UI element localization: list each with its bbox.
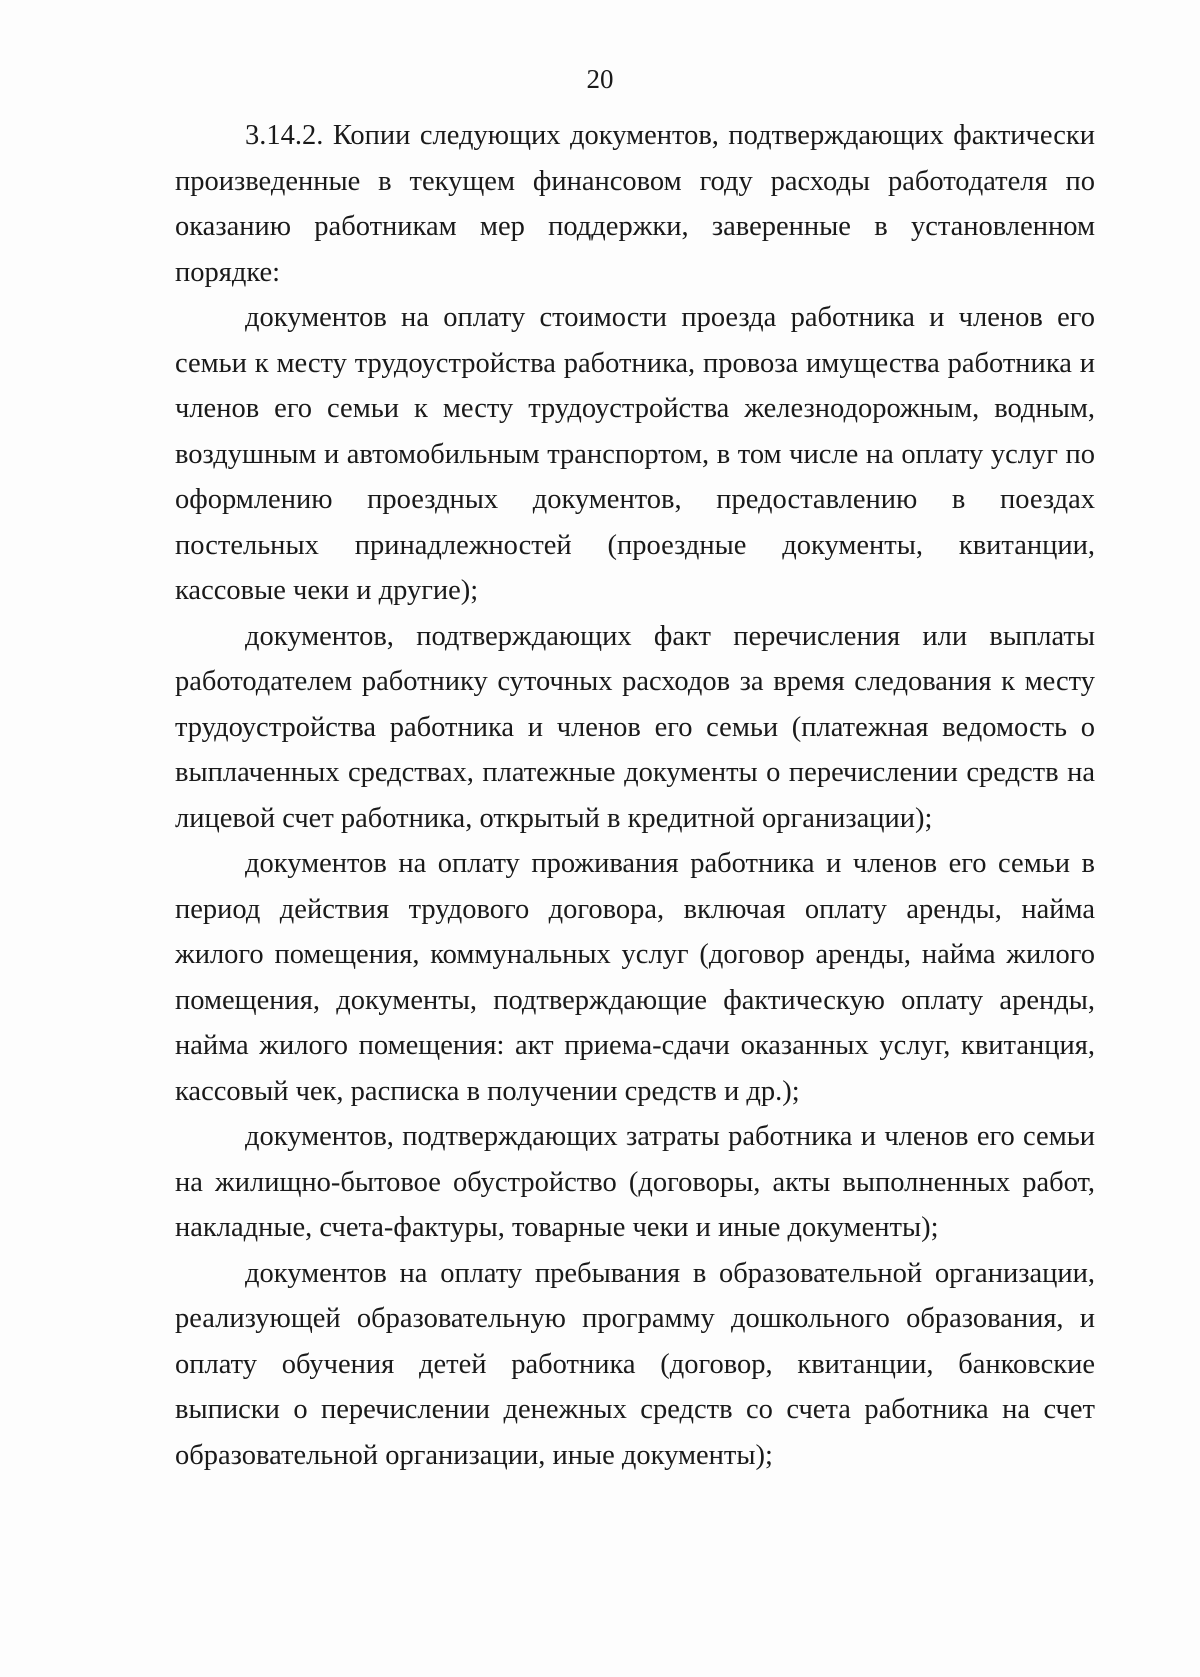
paragraph-3-14-2: 3.14.2. Копии следующих документов, подтверждающих фактически произведенные в текущем финансовом году расходы работодателя по оказанию работникам мер поддержки, заверенные в установленном порядке:	[175, 120, 1095, 288]
paragraph-household-setup: документов, подтверждающих затраты работника и членов его семьи на жилищно-бытовое обустройство (договоры, акты выполненных работ, накладные, счета-фактуры, товарные чеки и иные документы);	[175, 1121, 1095, 1243]
paragraph-accommodation: документов на оплату проживания работника и членов его семьи в период действия трудового договора, включая оплату аренды, найма жилого помещения, коммунальных услуг (договор аренды, найма жилого помещения, документы, подтверждающие фактическую оплату аренды, найма жилого помещения: акт приема-сдачи оказанных услуг, квитанция, кассовый чек, расписка в получении средств и др.);	[175, 848, 1095, 1107]
page-number: 20	[586, 64, 614, 94]
document-body	[175, 113, 1095, 1478]
paragraph-education: документов на оплату пребывания в образовательной организации, реализующей образовательную программу дошкольного образования, и оплату обучения детей работника (договор, квитанции, банковские выписки о перечислении денежных средств со счета работника на счет образовательной организации, иные документы);	[175, 1257, 1095, 1471]
paragraph-daily-allowance: документов, подтверждающих факт перечисления или выплаты работодателем работнику суточных расходов за время следования к месту трудоустройства работника и членов его семьи (платежная ведомость о выплаченных средствах, платежные документы о перечислении средств на лицевой счет работника, открытый в кредитной организации);	[175, 620, 1095, 834]
paragraph-travel-documents: документов на оплату стоимости проезда работника и членов его семьи к месту трудоустройства работника, провоза имущества работника и членов его семьи к месту трудоустройства железнодорожным, водным, воздушным и автомобильным транспортом, в том числе на оплату услуг по оформлению проездных документов, предоставлению в поездах постельных принадлежностей (проездные документы, квитанции, кассовые чеки и другие);	[175, 302, 1095, 606]
